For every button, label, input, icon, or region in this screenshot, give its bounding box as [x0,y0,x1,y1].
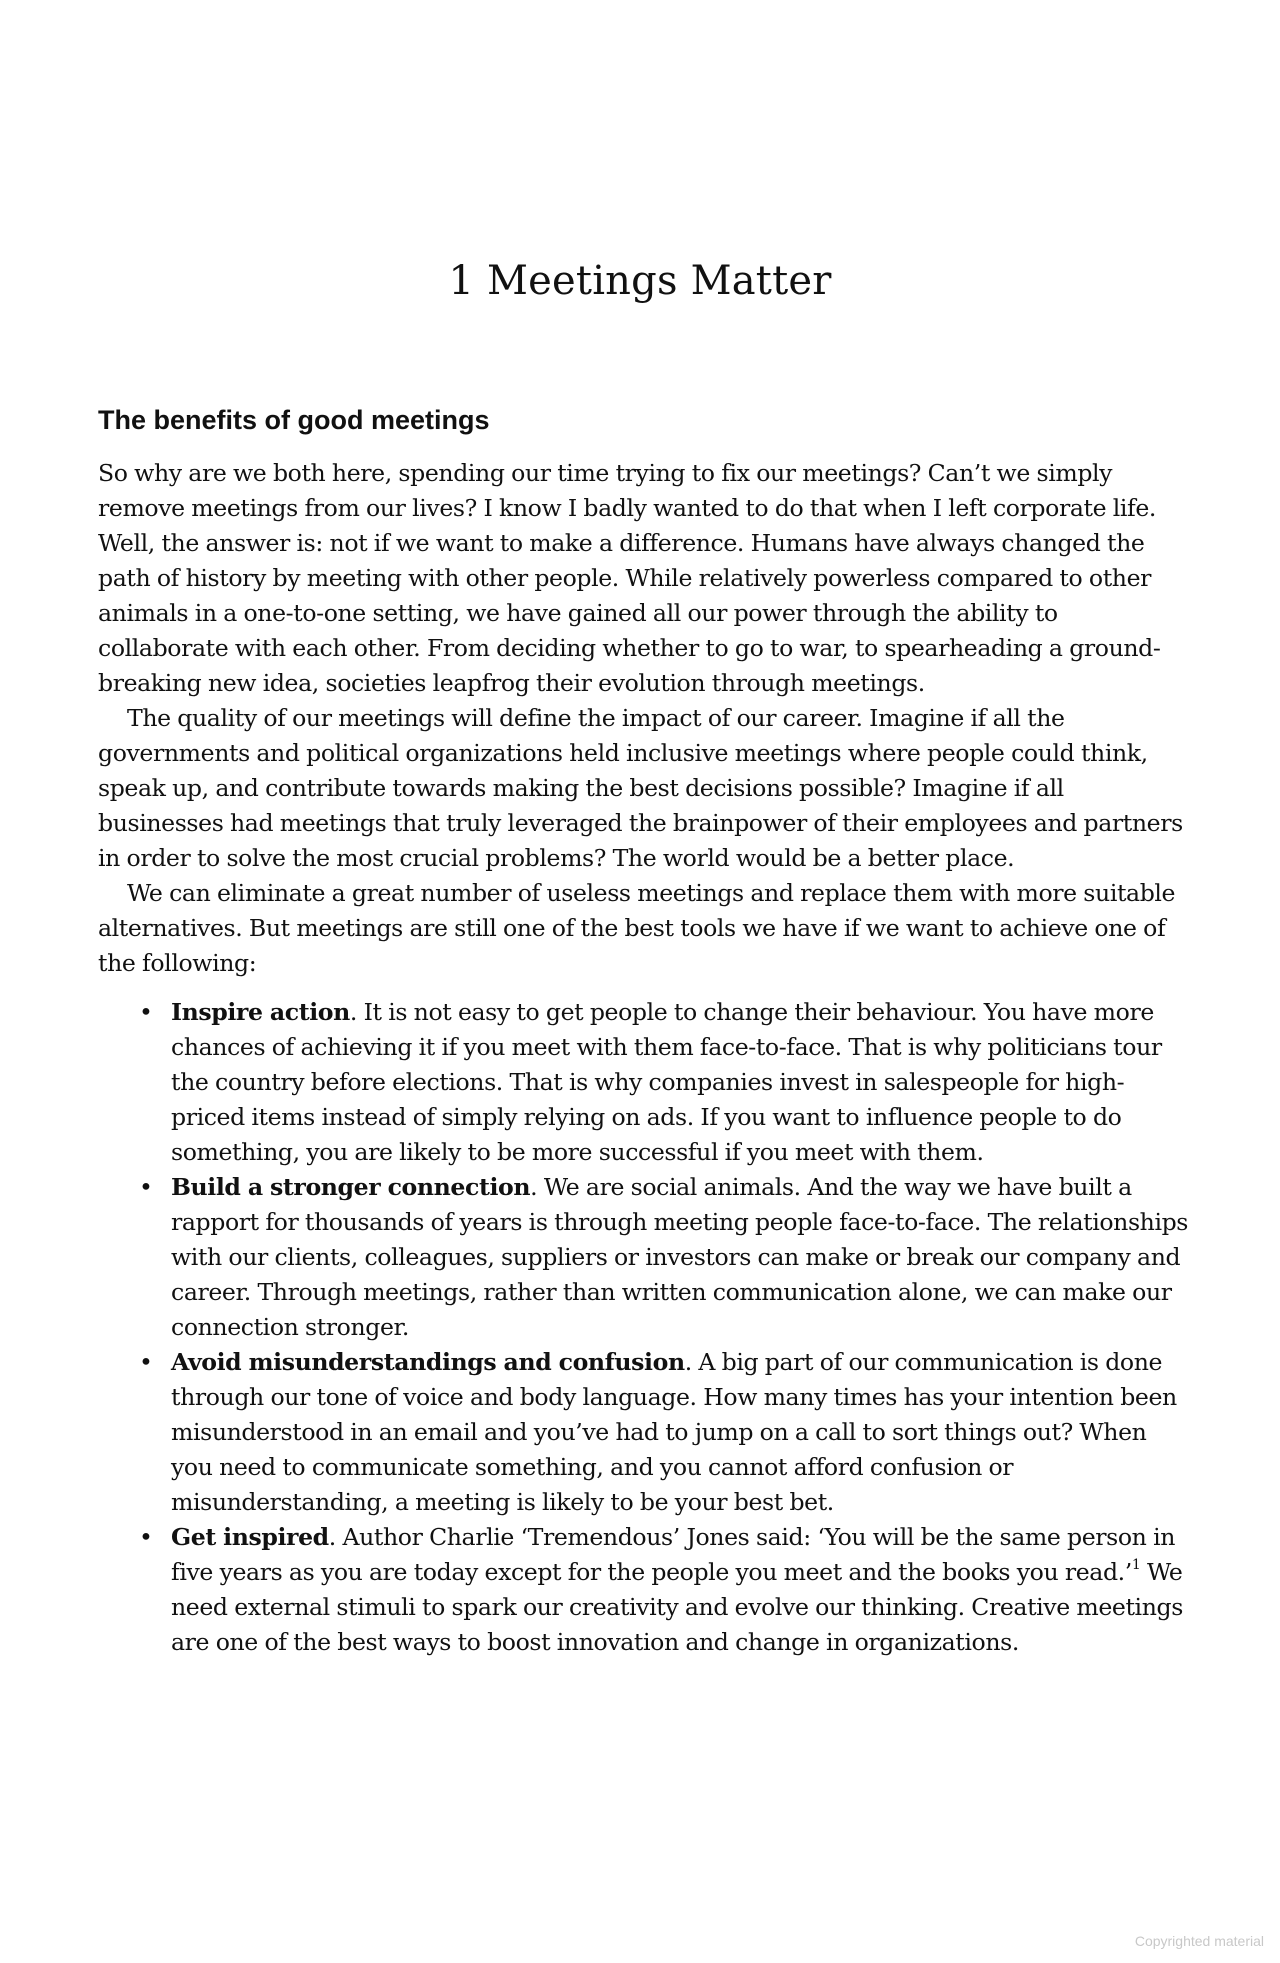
paragraph-1: So why are we both here, spending our time trying to fix our meetings? Can’t we simply remove meetings from our lives? I know I badly wanted to do that when I left corporate life. Well, the answer is: not if we want to make a difference. Humans have always changed the path of history by meeting with other people. While relatively powerless compared to other animals in a one-to-one setting, we have gained all our power through the ability to collaborate with each other. From deciding whether to go to war, to spearheading a ground-breaking new idea, societies leapfrog their evolution through meetings. [98,459,1161,697]
paragraph-2: The quality of our meetings will define the impact of our career. Imagine if all the governments and political organizations held inclusive meetings where people could think, speak up, and contribute towards making the best decisions possible? Imagine if all businesses had meetings that truly leveraged the brainpower of their employees and partners in order to solve the most crucial problems? The world would be a better place. [98,704,1183,872]
page-content [98,402,1190,1660]
paragraph-3: We can eliminate a great number of useless meetings and replace them with more suitable alternatives. But meetings are still one of the best tools we have if we want to achieve one of the following: [98,879,1176,977]
footnote-reference[interactable]: 1 [1131,1557,1141,1574]
bullet-text: . It is not easy to get people to change their behaviour. You have more chances of achieving it if you meet with them face-to-face. That is why politicians tour the country before elections. That is why companies invest in salespeople for high-priced items instead of simply relying on ads. If you want to influence people to do something, you are likely to be more successful if you meet with them. [171,998,1162,1166]
list-item-get-inspired [171,1520,1190,1660]
bullet-text: . Author Charlie ‘Tremendous’ Jones said: ‘You will be the same person in five years as you are today except for the people you meet and the books you read.’ [171,1523,1176,1586]
copyright-notice: Copyrighted material [1134,1933,1264,1949]
bullet-lead: Build a stronger connection [171,1173,531,1201]
section-heading: The benefits of good meetings [98,405,490,435]
chapter-title: 1 Meetings Matter [448,258,832,304]
list-item-avoid-misunderstandings [171,1345,1190,1520]
bullet-lead: Inspire action [171,998,350,1026]
benefits-list [98,995,1190,1660]
bullet-lead: Get inspired [171,1523,329,1551]
bullet-text: . We are social animals. And the way we have built a rapport for thousands of years is through meeting people face-to-face. The relationships with our clients, colleagues, suppliers or investors can make or break our company and career. Through meetings, rather than written communication alone, we can make our connection stronger. [171,1173,1188,1341]
bullet-text-continued: We need external stimuli to spark our creativity and evolve our thinking. Creative meetings are one of the best ways to boost innovation and change in organizations. [171,1558,1183,1656]
list-item-build-connection [171,1170,1190,1345]
bullet-lead: Avoid misunderstandings and confusion [171,1348,685,1376]
bullet-text: . A big part of our communication is done through our tone of voice and body language. How many times has your intention been misunderstood in an email and you’ve had to jump on a call to sort things out? When you need to communicate something, and you cannot afford confusion or misunderstanding, a meeting is likely to be your best bet. [171,1348,1177,1516]
list-item-inspire-action [171,995,1190,1170]
